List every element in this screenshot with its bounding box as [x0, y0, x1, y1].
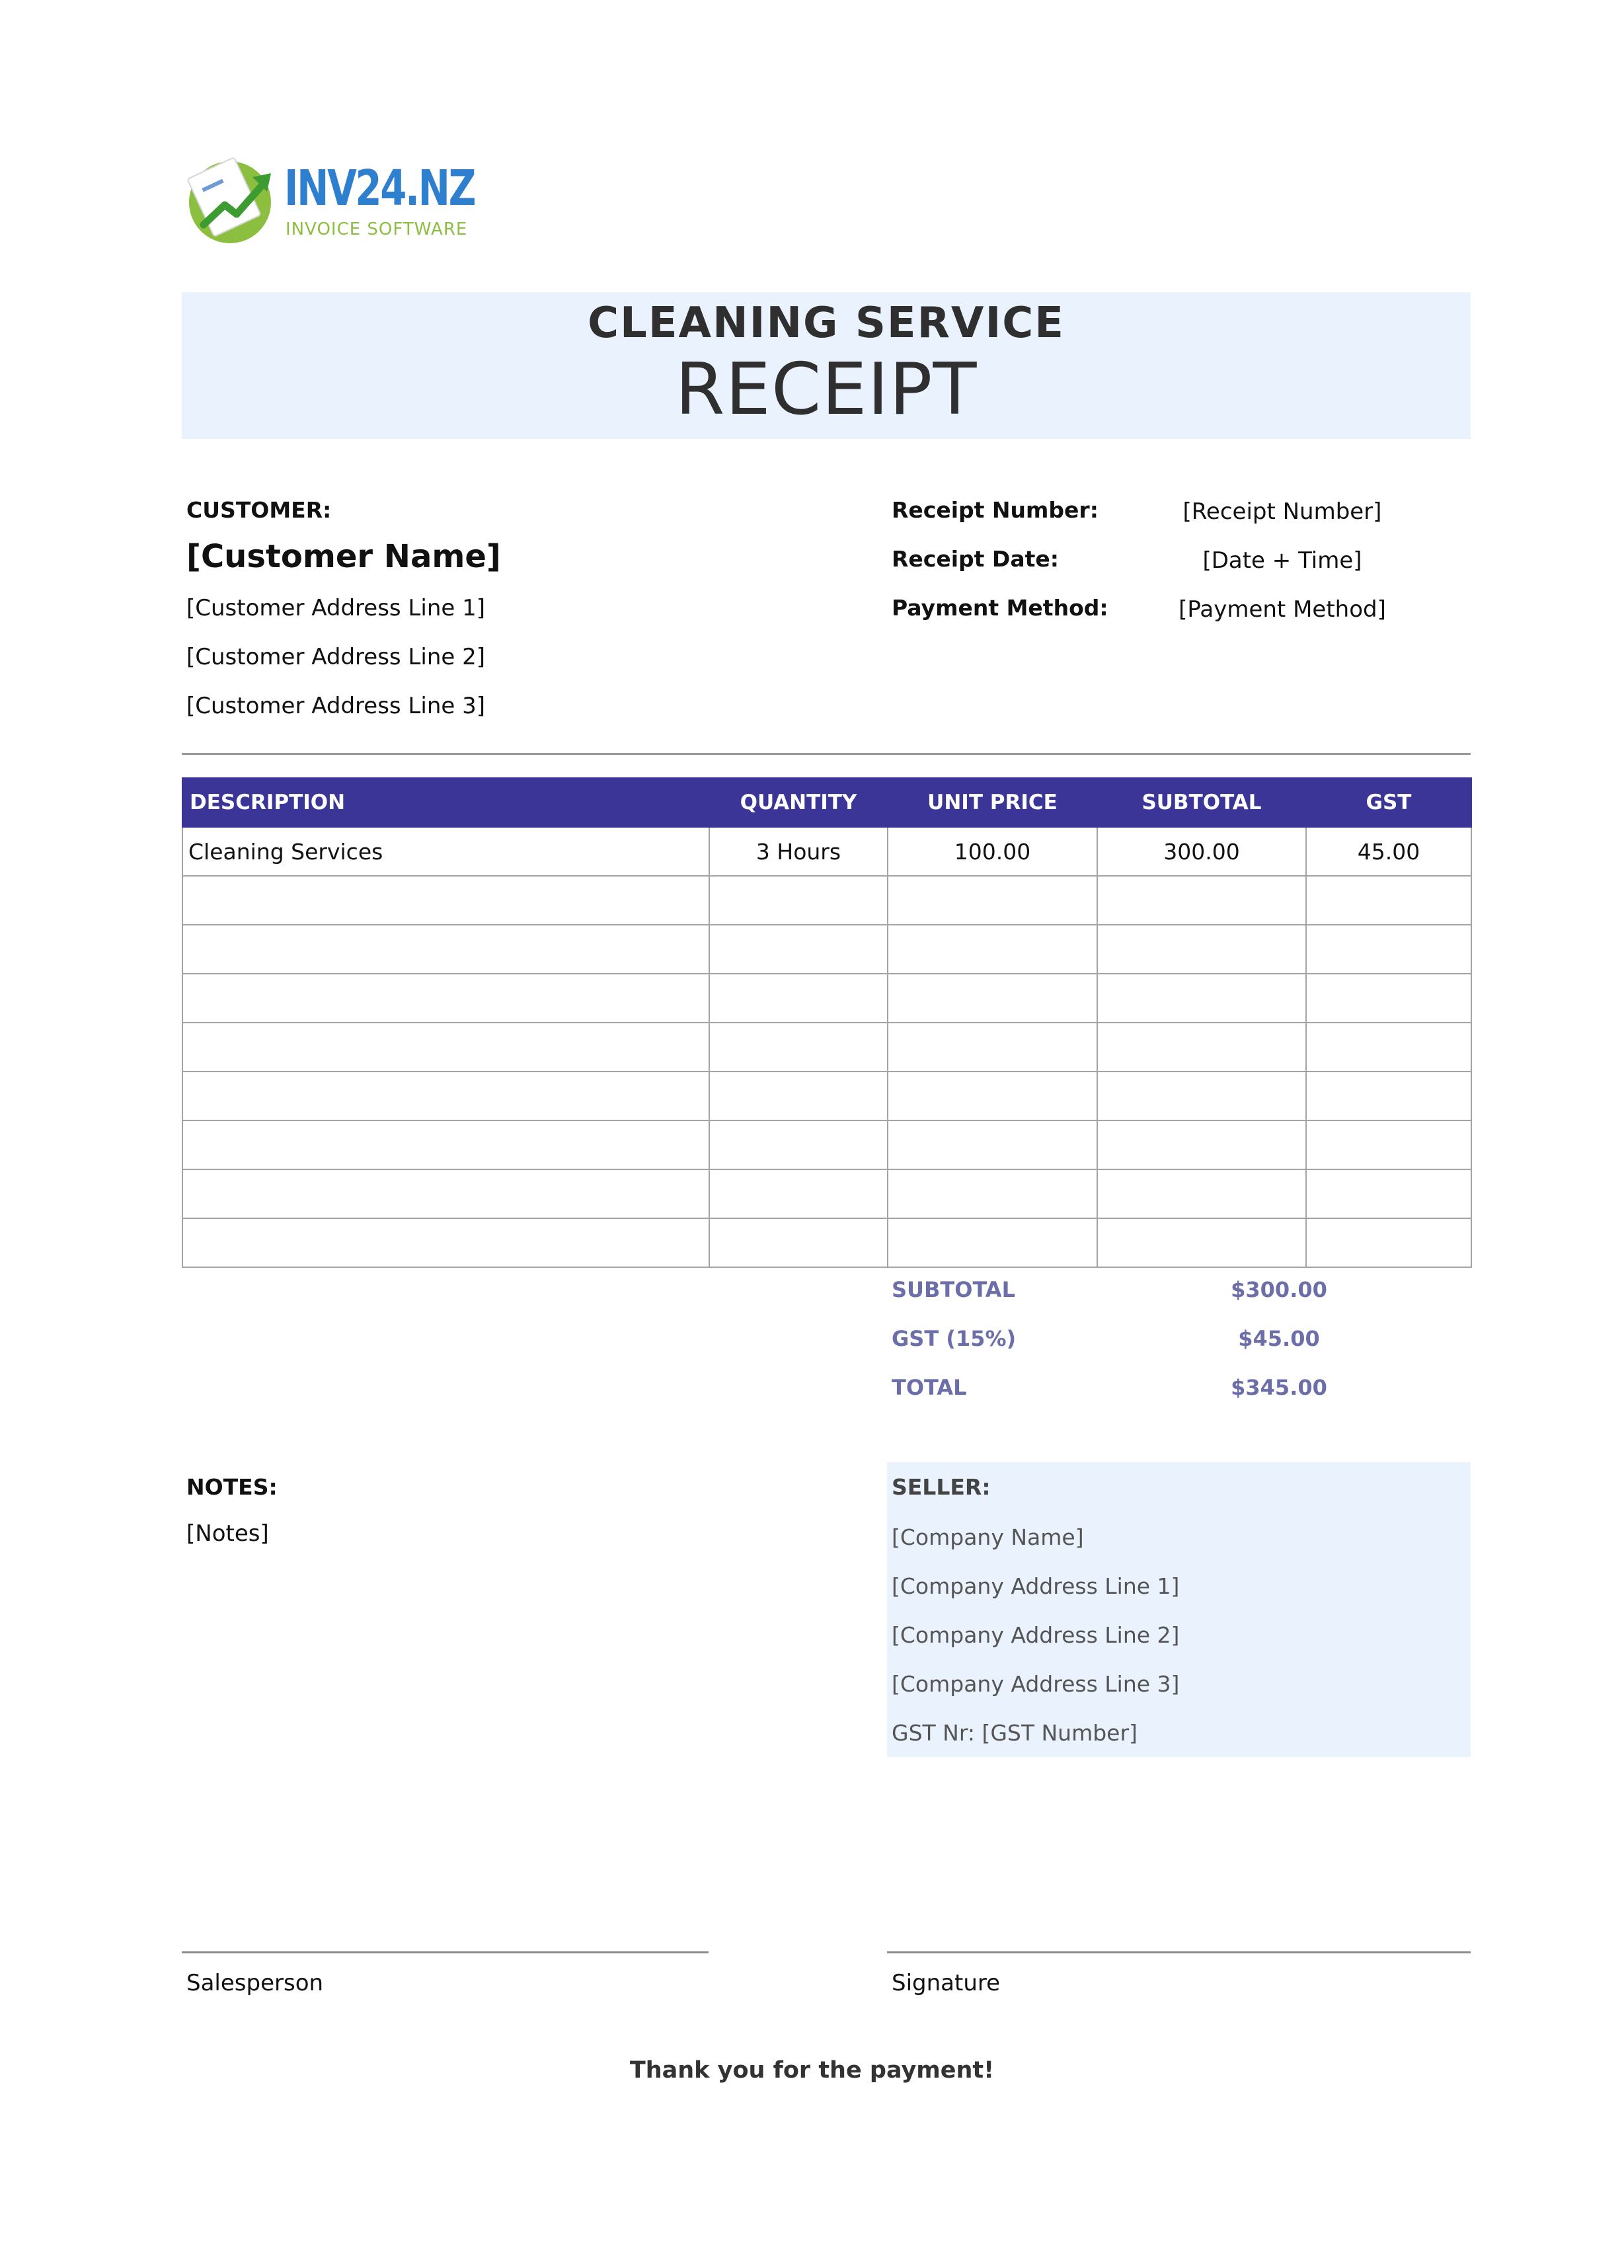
cell-subtotal: [1097, 925, 1306, 974]
cell-subtotal: [1097, 1120, 1306, 1169]
cell-gst: [1306, 1218, 1471, 1267]
cell-gst: [1306, 1120, 1471, 1169]
customer-address-line-2: [Customer Address Line 2]: [186, 644, 485, 670]
seller-panel: [887, 1462, 1471, 1757]
cell-unit-price: [888, 974, 1097, 1023]
cell-gst: [1306, 974, 1471, 1023]
table-row: [182, 925, 1471, 974]
cell-description: [182, 925, 709, 974]
cell-quantity: [709, 1169, 888, 1218]
notes-label: NOTES:: [186, 1474, 278, 1500]
gst-label: GST (15%): [892, 1326, 1017, 1351]
customer-address-line-1: [Customer Address Line 1]: [186, 595, 485, 621]
cell-gst: 45.00: [1306, 827, 1471, 876]
customer-address-line-3: [Customer Address Line 3]: [186, 693, 485, 719]
table-row: [182, 1218, 1471, 1267]
cell-quantity: [709, 876, 888, 925]
column-header-subtotal: SUBTOTAL: [1097, 778, 1306, 827]
cell-subtotal: [1097, 1072, 1306, 1120]
signature-label: Signature: [892, 1970, 1001, 1996]
cell-unit-price: [888, 1169, 1097, 1218]
subtotal-label: SUBTOTAL: [892, 1277, 1015, 1302]
cell-subtotal: [1097, 876, 1306, 925]
column-header-description: DESCRIPTION: [182, 778, 709, 827]
cell-gst: [1306, 1072, 1471, 1120]
table-row: [182, 1120, 1471, 1169]
total-label: TOTAL: [892, 1375, 967, 1400]
cell-quantity: [709, 974, 888, 1023]
cell-description: [182, 974, 709, 1023]
cell-description: [182, 1072, 709, 1120]
cell-subtotal: [1097, 1169, 1306, 1218]
cell-unit-price: 100.00: [888, 827, 1097, 876]
cell-quantity: [709, 1072, 888, 1120]
salesperson-signature-line: [182, 1951, 709, 1953]
customer-label: CUSTOMER:: [186, 497, 332, 523]
title-banner: [182, 292, 1471, 439]
cell-unit-price: [888, 1072, 1097, 1120]
table-header-row: [182, 778, 1471, 827]
cell-subtotal: 300.00: [1097, 827, 1306, 876]
seller-company-name: [Company Name]: [892, 1524, 1084, 1550]
receipt-date-label: Receipt Date:: [892, 546, 1059, 572]
cell-gst: [1306, 1169, 1471, 1218]
seller-address-line-2: [Company Address Line 2]: [892, 1622, 1180, 1648]
cell-quantity: [709, 1120, 888, 1169]
cell-quantity: 3 Hours: [709, 827, 888, 876]
document-title: RECEIPT: [675, 348, 978, 431]
cell-description: [182, 1120, 709, 1169]
payment-method-value: [Payment Method]: [1179, 596, 1386, 623]
payment-method-label: Payment Method:: [892, 595, 1108, 621]
thank-you-message: Thank you for the payment!: [629, 2057, 995, 2084]
table-row: [182, 1169, 1471, 1218]
cell-unit-price: [888, 1218, 1097, 1267]
table-row: [182, 876, 1471, 925]
column-header-unit-price: UNIT PRICE: [888, 778, 1097, 827]
notes-text: [Notes]: [186, 1520, 269, 1547]
logo-text: INV24.NZ: [284, 160, 475, 217]
column-header-quantity: QUANTITY: [709, 778, 888, 827]
cell-unit-price: [888, 925, 1097, 974]
customer-name: [Customer Name]: [186, 538, 501, 575]
cell-unit-price: [888, 1023, 1097, 1072]
column-header-gst: GST: [1306, 778, 1471, 827]
seller-gst-number: GST Nr: [GST Number]: [892, 1720, 1138, 1746]
section-divider: [182, 753, 1471, 755]
logo-subtext: INVOICE SOFTWARE: [286, 219, 468, 239]
cell-gst: [1306, 1023, 1471, 1072]
table-row: [182, 1023, 1471, 1072]
seller-label: SELLER:: [892, 1474, 991, 1500]
cell-unit-price: [888, 1120, 1097, 1169]
receipt-number-value: [Receipt Number]: [1182, 498, 1382, 525]
table-row: [182, 827, 1471, 876]
cell-description: [182, 1218, 709, 1267]
cell-subtotal: [1097, 1023, 1306, 1072]
table-row: [182, 974, 1471, 1023]
cell-quantity: [709, 1023, 888, 1072]
cell-description: [182, 1023, 709, 1072]
cell-description: Cleaning Services: [182, 827, 709, 876]
document-subtitle: CLEANING SERVICE: [588, 299, 1065, 348]
items-table: [182, 777, 1472, 1268]
salesperson-label: Salesperson: [186, 1970, 324, 1996]
seller-address-line-3: [Company Address Line 3]: [892, 1671, 1180, 1697]
cell-quantity: [709, 1218, 888, 1267]
cell-quantity: [709, 925, 888, 974]
receipt-number-label: Receipt Number:: [892, 497, 1099, 523]
gst-value: $45.00: [1238, 1326, 1320, 1351]
cell-subtotal: [1097, 1218, 1306, 1267]
company-logo: [184, 153, 475, 246]
cell-subtotal: [1097, 974, 1306, 1023]
logo-graphic: [184, 153, 276, 246]
cell-description: [182, 876, 709, 925]
seller-address-line-1: [Company Address Line 1]: [892, 1573, 1180, 1599]
receipt-date-value: [Date + Time]: [1202, 547, 1362, 574]
cell-description: [182, 1169, 709, 1218]
cell-unit-price: [888, 876, 1097, 925]
table-row: [182, 1072, 1471, 1120]
signature-line: [887, 1951, 1471, 1953]
cell-gst: [1306, 876, 1471, 925]
total-value: $345.00: [1231, 1375, 1327, 1400]
subtotal-value: $300.00: [1231, 1277, 1327, 1302]
cell-gst: [1306, 925, 1471, 974]
